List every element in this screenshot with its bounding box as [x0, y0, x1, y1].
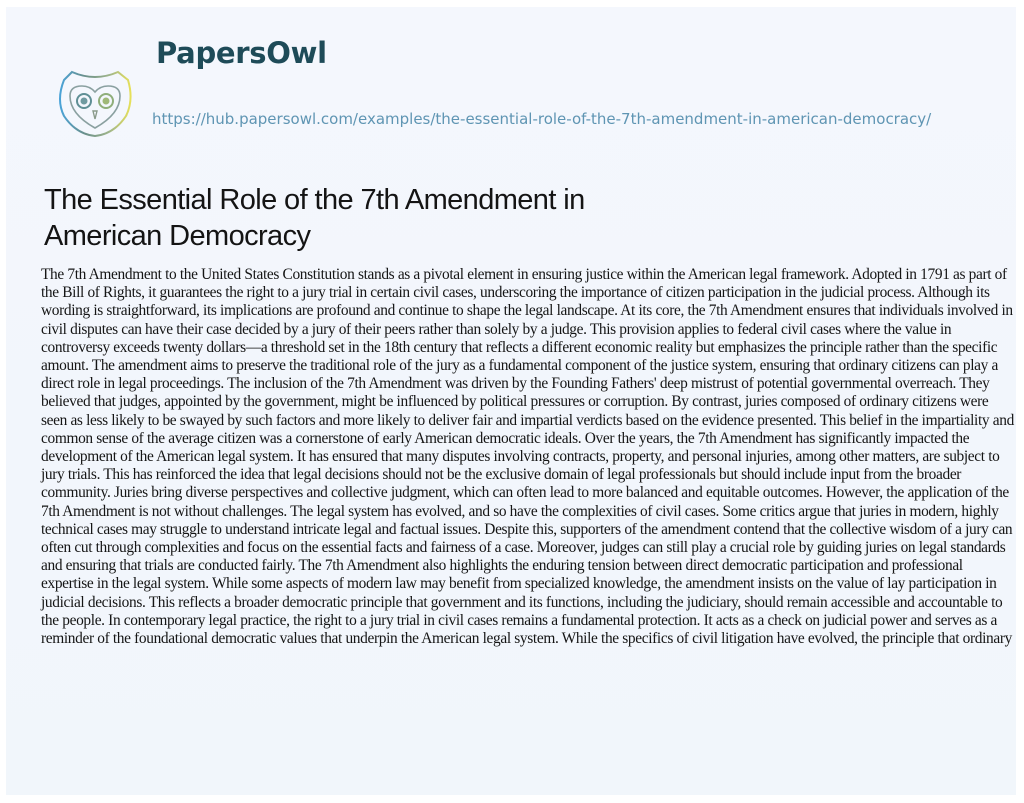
- source-url[interactable]: https://hub.papersowl.com/examples/the-essential-role-of-the-7th-amendment-in-american-democracy/: [152, 110, 932, 128]
- brand-name[interactable]: PapersOwl: [156, 36, 327, 70]
- page-container: [6, 7, 1016, 795]
- article-title: The Essential Role of the 7th Amendment in American Democracy: [44, 184, 585, 252]
- header: [6, 7, 1016, 167]
- owl-logo-icon: [56, 70, 134, 138]
- article-body: The 7th Amendment to the United States Constitution stands as a pivotal element in ensuring justice within the American legal framework. Adopted in 1791 as part of the Bill of Rights, it guarantees the right to a jury trial in certain civil cases, underscoring the importance of citizen participation in the judicial process. Although its wording is straightforward, its implications are profound and continue to shape the legal landscape. At its core, the 7th Amendment ensures that individuals involved in civil disputes can have their case decided by a jury of their peers rather than solely by a judge. This provision applies to federal civil cases where the value in controversy exceeds twenty dollars—a threshold set in the 18th century that reflects a different economic reality but emphasizes the principle rather than the specific amount. The amendment aims to preserve the traditional role of the jury as a fundamental component of the justice system, ensuring that ordinary citizens can play a direct role in legal proceedings. The inclusion of the 7th Amendment was driven by the Founding Fathers' deep mistrust of potential governmental overreach. They believed that judges, appointed by the government, might be influenced by political pressures or corruption. By contrast, juries composed of ordinary citizens were seen as less likely to be swayed by such factors and more likely to deliver fair and impartial verdicts based on the evidence presented. This belief in the impartiality and common sense of the average citizen was a cornerstone of early American democratic ideals. Over the years, the 7th Amendment has significantly impacted the development of the American legal system. It has ensured that many disputes involving contracts, property, and personal injuries, among other matters, are subject to jury trials. This has reinforced the idea that legal decisions should not be the exclusive domain of legal professionals but should include input from the broader community. Juries bring diverse perspectives and collective judgment, which can often lead to more balanced and equitable outcomes. However, the application of the 7th Amendment is not without challenges. The legal system has evolved, and so have the complexities of civil cases. Some critics argue that juries in modern, highly technical cases may struggle to understand intricate legal and factual issues. Despite this, supporters of the amendment contend that the collective wisdom of a jury can often cut through complexities and focus on the essential facts and fairness of a case. Moreover, judges can still play a crucial role by guiding juries on legal standards and ensuring that trials are conducted fairly. The 7th Amendment also highlights the enduring tension between direct democratic participation and professional expertise in the legal system. While some aspects of modern law may benefit from specialized knowledge, the amendment insists on the value of lay participation in judicial decisions. This reflects a broader democratic principle that government and its functions, including the judiciary, should remain accessible and accountable to the people. In contemporary legal practice, the right to a jury trial in civil cases remains a fundamental protection. It acts as a check on judicial power and serves as a reminder of the foundational democratic values that underpin the American legal system. While the specifics of civil litigation have evolved, the principle that ordinary: [41, 266, 1014, 648]
